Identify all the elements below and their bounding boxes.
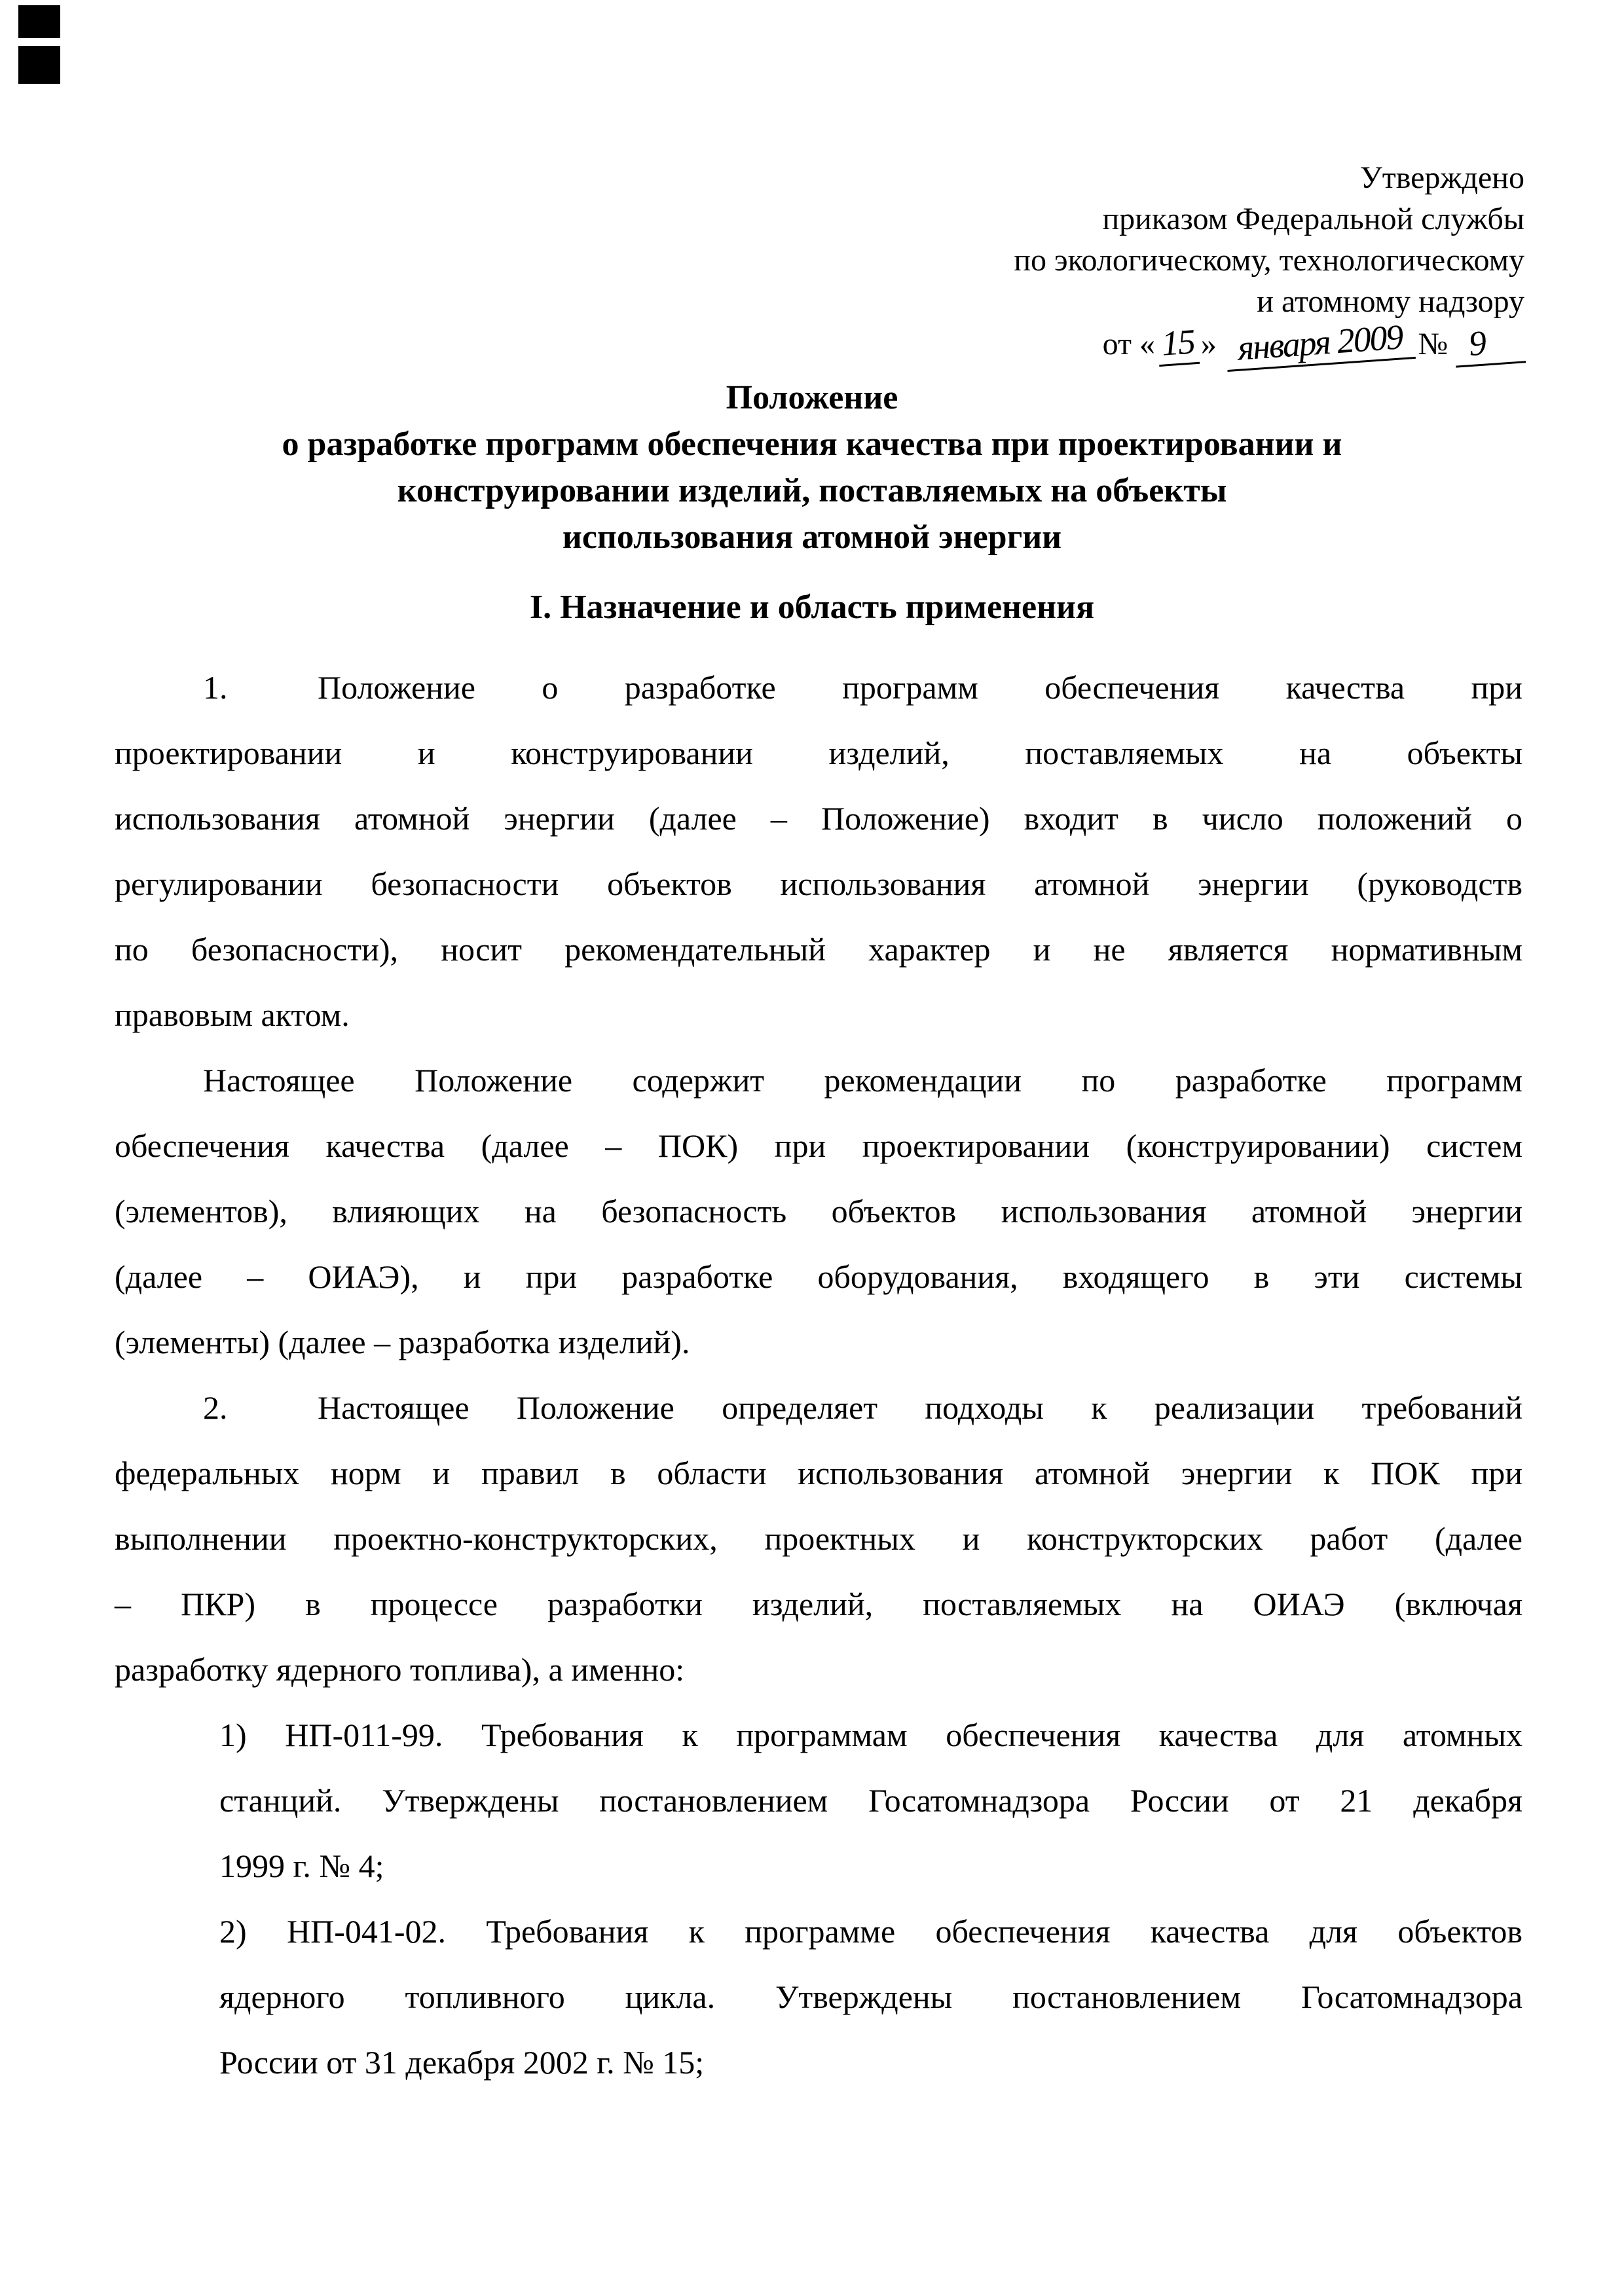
handwritten-date: января 2009 bbox=[1225, 316, 1415, 372]
list-item-line: станций. Утверждены постановлением Госатомнадзора России от 21 декабря bbox=[219, 1782, 1522, 1819]
body-line: Настоящее Положение содержит рекомендации по разработке программ bbox=[203, 1062, 1522, 1099]
body-line: обеспечения качества (далее – ПОК) при проектировании (конструировании) систем bbox=[115, 1127, 1522, 1164]
body-line: проектировании и конструировании изделий, поставляемых на объекты bbox=[115, 735, 1522, 771]
list-item-line: 2) НП-041-02. Требования к программе обеспечения качества для объектов bbox=[219, 1913, 1522, 1950]
approval-block bbox=[1014, 157, 1524, 368]
title-line: о разработке программ обеспечения качества при проектировании и bbox=[282, 426, 1342, 463]
section-heading: I. Назначение и область применения bbox=[529, 589, 1095, 626]
approval-line: приказом Федеральной службы bbox=[1102, 202, 1524, 236]
body-line: правовым актом. bbox=[115, 996, 350, 1033]
body-line: федеральных норм и правил в области использования атомной энергии к ПОК при bbox=[115, 1455, 1522, 1491]
body-line: по безопасности), носит рекомендательный характер и не является нормативным bbox=[115, 931, 1522, 968]
paragraph-number: 1. bbox=[203, 669, 228, 706]
handwritten-day: 15 bbox=[1156, 321, 1200, 367]
body-line: регулировании безопасности объектов использования атомной энергии (руководств bbox=[115, 866, 1522, 902]
scan-artifact bbox=[18, 5, 60, 38]
body-line: 2. Настоящее Положение определяет подходы к реализации требований bbox=[115, 1375, 1522, 1440]
body-line: выполнении проектно-конструкторских, проектных и конструкторских работ (далее bbox=[115, 1520, 1522, 1557]
scan-artifact bbox=[18, 46, 60, 84]
title-line: конструировании изделий, поставляемых на объекты bbox=[397, 472, 1227, 509]
body-line: разработку ядерного топлива), а именно: bbox=[115, 1651, 685, 1688]
title-line: использования атомной энергии bbox=[562, 519, 1062, 556]
date-prefix: от « bbox=[1102, 327, 1155, 361]
numero-sign: № bbox=[1418, 327, 1449, 361]
paragraph-number: 2. bbox=[203, 1389, 228, 1426]
document-title bbox=[0, 374, 1624, 560]
list-item-line: 1) НП-011-99. Требования к программам обеспечения качества для атомных bbox=[219, 1717, 1522, 1753]
title-line: Положение bbox=[726, 379, 898, 416]
body-line: (элементов), влияющих на безопасность объектов использования атомной энергии bbox=[115, 1193, 1522, 1230]
date-close-quote: » bbox=[1200, 327, 1217, 361]
list-item-line: России от 31 декабря 2002 г. № 15; bbox=[219, 2044, 705, 2081]
approval-line: по экологическому, технологическому bbox=[1014, 243, 1524, 278]
document-body bbox=[115, 655, 1522, 2095]
body-line: (далее – ОИАЭ), и при разработке оборудования, входящего в эти системы bbox=[115, 1258, 1522, 1295]
body-line: – ПКР) в процессе разработки изделий, поставляемых на ОИАЭ (включая bbox=[115, 1586, 1522, 1622]
list-item-line: 1999 г. № 4; bbox=[219, 1848, 384, 1884]
approval-line: Утверждено bbox=[1359, 160, 1524, 195]
handwritten-number: 9 bbox=[1453, 319, 1526, 367]
list-item-line: ядерного топливного цикла. Утверждены постановлением Госатомнадзора bbox=[219, 1978, 1522, 2015]
approval-line: и атомному надзору bbox=[1257, 284, 1524, 319]
body-line: (элементы) (далее – разработка изделий). bbox=[115, 1324, 690, 1360]
approval-date-line bbox=[1014, 317, 1524, 368]
body-line: использования атомной энергии (далее – Положение) входит в число положений о bbox=[115, 800, 1522, 837]
body-line: 1. Положение о разработке программ обеспечения качества при bbox=[115, 655, 1522, 720]
